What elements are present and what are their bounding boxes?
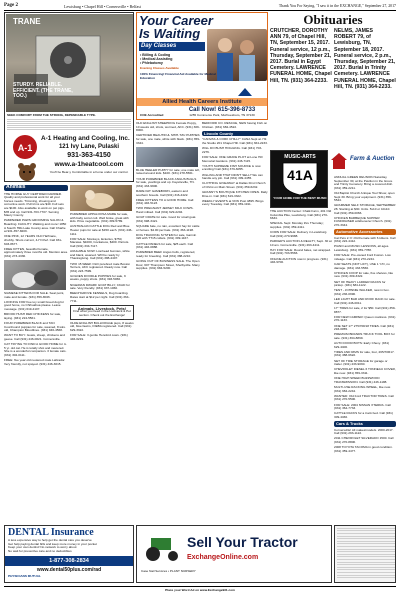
dental-bullet: A less expensive way to help get the dental care you deserve xyxy=(8,538,92,542)
tractor-bottom-left: Case Nail Services • PLANT NURSERY xyxy=(141,569,196,573)
list-item: PARKER'S AUCTION & REALTY, Sept. 30 at 10 am. Cornersville. (931) 293-4411. xyxy=(270,238,332,247)
list-item: CAT TRYING TO FIND A GOOD HOME for 4-5 yr. old cat. He is totally shot and neutered. She is a wonderful companion. 3 female cats. (931) 302-0111. xyxy=(4,342,67,357)
dental-ad xyxy=(4,525,134,583)
career-address: 1255 Commerce Park, Murfreesboro, TN 37130 xyxy=(189,113,255,117)
hvac-street: 121 Ivy Lane, Pulaski xyxy=(58,144,120,150)
bottom-right-fineprint xyxy=(337,528,395,580)
list-item: FOR NEW CAMPER: Queen mattress. (931) 270-1133. xyxy=(334,314,396,323)
list-item: OLD ENGLISH SHEEPDOG Female Puppy, 10 weeks old, shots, wormed, AKC. (931) 309-8000. xyxy=(136,122,200,133)
a1-logo-icon xyxy=(11,133,39,161)
list-item: Cornersville! All makes/models. 2000-2017. Call (931) 293-1122. xyxy=(334,427,394,436)
list-item: AUTO DOOR BOTS: Early Chevy. (931) 629-4400. xyxy=(334,341,390,349)
career-ad xyxy=(136,12,268,120)
course-item: • Billing & Coding xyxy=(140,53,171,57)
dental-bullet: Keep your own dentist! No network to worry about xyxy=(8,545,77,550)
list-item: CHICKEN COOP for sale, five shelves, like new. (931) 309-3322. xyxy=(334,270,394,279)
page-number: Page 2 xyxy=(4,3,19,8)
classifieds-col3 xyxy=(136,122,200,523)
tractor-icon xyxy=(141,532,185,562)
puppy-photo-icon xyxy=(70,185,132,211)
dental-company: PHYSICIANS MUTUAL xyxy=(8,574,41,578)
hvac-ad xyxy=(4,12,134,182)
school-name-bar xyxy=(137,98,267,106)
course-item: • Medical Assisting xyxy=(140,57,173,62)
list-item: Cat Pets 2-Yr-Old Female with 6 kittens. Call (931) 222-4412. xyxy=(334,235,396,244)
list-item: ANNUAL GREEN REUNION Saturday, September 30, at the Pavilion in the Grove and Trinity Cemetery. Bring a covered dish. (931) 359-2211. xyxy=(334,176,394,190)
list-item: 2008 TOYOTA TACOMA in good condition. (931) 359-4477. xyxy=(334,445,393,453)
list-item: PUREBRED APPALOOSA MARE for sale, with baby sorrel colt. Well broke, great with kids. Price negotiable. (931) 309-5789. xyxy=(70,212,129,224)
obituaries-heading: Obituaries xyxy=(303,12,363,27)
tractor-headline: Sell Your Tractor xyxy=(187,534,298,550)
house-icon xyxy=(330,152,348,170)
dental-phone: 1-877-308-2834 xyxy=(49,558,89,564)
cars-trucks-heading-text: Cars & Trucks xyxy=(336,421,363,427)
list-item: BEECHGROVE KENNELS, Dog boarding. Rates start at $12 per night. Call (931) 364-7711. xyxy=(70,291,130,303)
list-item: TIRES AND RIMS for sale, four, 265/70R17. (931) 388-6622. xyxy=(334,349,395,358)
financing-text: 100% Financing! Financial Aid Available for Medical Education xyxy=(140,72,216,80)
list-item: FOUR PUREBRED BLACK and TAN Coonhound puppies for sale, weaned, 8 wks. old, Champion Bloodlines. (931) 946-4568. xyxy=(4,321,66,333)
list-item: "CANVAS & CORK CHILLY" CANA Sept at. Hit the Studio 201 Chapel Hill. Call (931) 364-2233. xyxy=(202,137,268,145)
masthead-towns: Lewisburg • Chapel Hill • Cornersville • Belfast xyxy=(64,3,141,9)
hvac-phone: 931-363-4150 xyxy=(67,152,111,159)
list-item: ONLINE AUCTION now in progress. (931) 446-9700. xyxy=(270,256,328,265)
list-item: PREMIUM BRANDS TRUCK TOOL BOX for sale. (931) 364-8899. xyxy=(334,332,395,340)
students-photo-icon xyxy=(207,29,267,81)
list-item: FREE KITTEN, beautiful female, approximately three months old. Mention area. (931) 273-4336. xyxy=(4,246,68,258)
puppies-photo xyxy=(70,185,132,211)
hvac-company: A-1 Heating and Cooling, Inc. xyxy=(41,135,130,142)
cars-trucks-heading xyxy=(334,421,396,427)
automotive-heading xyxy=(334,229,396,235)
classifieds-left xyxy=(4,185,68,523)
list-item: AVAILABLE NOW: Lionhead bunnies, white and black, weaned. Will be ready by Thanksgiving. Call (931) 388-4407. xyxy=(70,249,130,261)
list-item: FREE KITTENS TO A GOOD HOME. Call (931) 446-5123. xyxy=(136,197,194,206)
maury-county-banner xyxy=(202,131,268,137)
list-item: SQUARE bale, no rain, excellent hay for cattle or horses. $4.00 per bale. (931) 363-1198. xyxy=(136,224,200,232)
classifieds-col4 xyxy=(202,122,268,523)
hvac-fineprint xyxy=(7,119,131,131)
ahci-logo xyxy=(225,83,265,97)
masthead-rule xyxy=(4,10,396,11)
footer-text: Place your Word Ad on www.Exchange931.com xyxy=(165,588,235,592)
list-item: AUSTRALIAN CATTLE DOG Red and Blue Heeler pups for sale at $150 each. (931) 446-1111. xyxy=(70,224,133,236)
list-item: CERTIFIED BEAUTIFUL SHIH-TZU PUPPIES for sale, one male, white with black. (931) 359-3344. xyxy=(136,133,200,145)
obit-1 xyxy=(270,28,332,84)
list-item: GOLDEN DOODLE PUPPIES for sale, 9 weeks, puppy shots. (931) 393-5066. xyxy=(70,273,126,282)
list-item: CAR SEATS (NOT LIFT), USE 1 Y/O, no damage. (931) 433-5566. xyxy=(334,262,390,270)
list-item: WILLING AND THAT DIDN'T SELL? We can handle any job. Call (931) 309-4455. xyxy=(202,172,263,181)
list-item: GOAT CRATE for sale. Good for small goat. (931) 698-3421. xyxy=(136,215,197,223)
school-name: Allied Health Careers Institute xyxy=(162,99,242,105)
list-item: SET OF HEAVY LADDER RACKS for pickup. (931) 684-1122. xyxy=(334,279,386,288)
blue-heeler-photo xyxy=(136,147,198,167)
list-item: 2011 CHEVROLET SILVERADO 1500. Call (931) 270-8800. xyxy=(334,436,394,445)
list-item: Old Baptist Church Antique Tool Show, open Sept 30. Bring your equipment. (931) 359-5544. xyxy=(334,190,395,203)
list-item: SET OF TIRE STORAGE for garage or trailer. (931) 433-9090. xyxy=(334,358,388,367)
list-item: CORN FOR SALE: Delivery in Lewisburg. Call (931) 270-9988. xyxy=(270,230,328,238)
list-item: BEDFORD CO. RESCUE, NEW having Fish on Chicken. (931) 684-4522. xyxy=(202,122,268,129)
list-item: THE AUCTION Center: Chalk Farm, 401 Old Columbia Pike, Lewisburg. Call (931) 270-6634. xyxy=(270,210,332,221)
list-item: DOG TRACKING SYSTEM for sale, Garmin 320 with TT15 collars. (931) 309-1167. xyxy=(136,232,197,241)
tractor-ad xyxy=(136,525,332,583)
hvac-subline: SEEK COMFORT FROM THE STRONG, DEPENDABLE TYPE. xyxy=(7,113,96,117)
automotive-heading-text: Automotive Accessories xyxy=(336,229,383,235)
hvac-logo xyxy=(11,133,39,161)
list-item: WANT TO BUY: Goats, sheep, chickens and geese. Call (931) 446-0021. Cornersville. xyxy=(4,333,65,341)
list-item: BLUE HEELER PUPPY for sale; one male left, raised around kids. $100. (931) 278-5561. xyxy=(136,167,200,176)
career-headline-2: Is Waiting xyxy=(139,26,201,41)
classifieds-col6 xyxy=(334,176,396,523)
list-item: CATTLE PANELS for sale, $25 each. Call (931) 446-0888. xyxy=(136,241,193,250)
list-item: HAY FOR SALE: Round bales, net wrapped. Call (931) 703-5566. xyxy=(270,247,331,256)
career-phone: Call Now! 615-396-8733 xyxy=(188,107,256,113)
career-headline-1: Your Career xyxy=(139,13,213,28)
list-item: GOING OUT OF BUSINESS SALE. The Open Door, 607 Thompson Street, Shelbyville. Many supplies. (931) 684-5200. xyxy=(136,259,200,271)
list-item: PAMPERED PAWS GROOMING SALON & Boarding. FACILITY. Walking and more! 1850 A Sourth Hills Lake County area. Call Charlie at 931-357-8209. xyxy=(4,218,67,234)
dental-headline: DENTAL Insurance xyxy=(8,527,94,538)
list-item: FREE: five year old neutered male Labrador. Very friendly, not spayed. (931) 446-3015. xyxy=(4,358,66,366)
list-item: LOOKING FOR free toy small breed dog for good home, no Chihuahua please. Leave message. (931) 619-4107. xyxy=(4,299,65,312)
hvac-slogan: STURDY. RELIABLE. EFFICIENT. (THE TRANE, TOO.) xyxy=(13,82,73,100)
kittens-photo-icon xyxy=(4,260,66,290)
day-classes-label: Day Classes xyxy=(141,43,177,49)
animals-heading xyxy=(4,185,68,191)
list-item: SIAMESE KITTENS FOR SALE. Seal point, male and female. (931) 356-8046. xyxy=(4,291,65,299)
list-item: OLDE ENGLISH BULLDOGGE pups, 8 weeks old, blue fawns, IOEBA registered. Call (931) 629-3322. xyxy=(70,320,134,332)
list-item: SPECIAL Sept: Monday thru Thursday; supplies. (931) 359-4411. xyxy=(270,221,324,229)
evening-classes: Evening Classes Available xyxy=(140,66,179,70)
coe-accredited: COE Accredited xyxy=(140,113,164,117)
classifieds-col5 xyxy=(270,210,332,523)
animals-heading-text: Animals xyxy=(6,185,26,190)
list-item: WEEKLY EVENTS at VFW Post 4895. Bingo every Tuesday. Call (931) 359-1911. xyxy=(202,198,264,207)
list-item: GRANNY'S BOUTIQUE KITCHEN OPEN. Daily Dine-in. Call (931) 619-3322. xyxy=(202,190,268,198)
list-item: PIANO and MUSIC LESSONS, all ages. Lewisburg. (931) 359-7788. xyxy=(334,244,390,253)
bear-icon xyxy=(11,161,43,183)
list-item: MULTI-USE RACKING WHEEL, like new. (931) 684-2244. xyxy=(334,384,391,393)
svg-text:A-1: A-1 xyxy=(17,143,33,153)
list-item: CHICKEN BARBEQUE SUPPER FUNDRAISER at Ebenezer Church. (931) 270-3344. xyxy=(334,215,392,227)
dental-bullet: Get help paying dental bills and keep more money in your pocket xyxy=(8,541,97,546)
dental-cta-bar xyxy=(5,556,133,566)
list-item: FOR SALE: 3 gentle Hereford cows. (931) 446-0219. xyxy=(70,332,128,341)
ahci-logo-icon xyxy=(238,88,252,96)
list-item: ONE PINK, 12 YEARS OLD Halfmare, chubby. Shots current, 4-H Chef. Call 931-603-8677. xyxy=(4,234,63,246)
list-item: PUREBRED BEEF Angus bulls, registered, ready for breeding. Call (931) 388-2210. xyxy=(136,250,196,258)
obit-text: CRUTCHER, DOROTHY ANN 79, of Chapel Hill, TN, September 15, 2017. Funeral service, 12 p.m., Thursday, September 21, 2017. Burial in Egypt Cemetery. LAWRENCE FUNERAL HOME, Chapel Hill, TN. (931) 364-2233. xyxy=(270,28,332,84)
list-item: FOR SALE: Monkeys, Eclectus, $750, Macaws. $1000, Cockatoos, $400. Parrots. Call (931) 334-7117. xyxy=(70,236,130,248)
list-item: FOR SALE: 2004 NISSAN XTERRA. Call (931) 364-7733. xyxy=(334,402,391,411)
livestock-promo-text: Find what you need in the Livestock & Pet section. Check out the Exchange! xyxy=(73,309,131,317)
masthead-tagline: Thank You For Saying, "I saw it in the EXCHANGE," September 27, 2017 xyxy=(278,3,396,8)
bottom-right-box xyxy=(334,525,396,583)
list-item: NIGERIAN DWARF GOAT BILLY, CKAD for sale. Very friendly. (931) 937-1060. xyxy=(70,282,130,291)
list-item: GRAMMER SELF STORAGE, SEPTEMBER 28. Starting at $30. Units. 5x10 or 10x10. Call (931) 359-0066. xyxy=(334,203,396,215)
trane-brand: TRANE xyxy=(13,17,41,26)
list-item: BROOD HUSH RED CHICKENS for sale, laying. (931) 224-5561. xyxy=(4,312,62,320)
footer-rule xyxy=(4,586,396,587)
list-item: TENT - JOHNNIE WALKER, new in box. (931) 236-0990. xyxy=(334,288,390,296)
list-item: YOUR PUREBRED BLACK ANGUS BULLS for sale, yearlings and up. Fayetteville, TN. (931) 433-9900. xyxy=(136,176,197,188)
kittens-photo xyxy=(4,260,66,290)
dental-bullet: No wait for preventive care and no deductibles xyxy=(8,548,72,553)
list-item: TWO 15 WEEK OLD purebred male Boston Terriers, AKC registered. Ready now. Call (931) 223-7599. xyxy=(70,261,131,273)
tractor-web: ExchangeOnline.com xyxy=(187,554,259,561)
list-item: 17" TIRES for sale, 2 for $50. Call (931) 359-8877. xyxy=(334,305,396,314)
classifieds-col2 xyxy=(70,185,134,523)
livestock-promo-title: Animals, Livestock, Pets! xyxy=(77,305,127,311)
hvac-bear-caption: You'll be Bear-y Comfortable in a home under our control. xyxy=(49,170,129,174)
lincoln-county-banner-text: Lincoln County xyxy=(204,130,234,136)
list-item: WANTED: Old Ford TRACTOR TIRES. Call (931) 270-5500. xyxy=(334,393,394,402)
farm-auction-title: Farm & Auction xyxy=(350,156,395,162)
students-photo xyxy=(207,29,267,81)
day-classes-banner xyxy=(139,42,205,51)
list-item: WILL DO BUSH HOGGING. Call (931) 703-2276. xyxy=(202,146,263,154)
dental-bullets xyxy=(8,539,132,553)
career-course-list xyxy=(140,53,204,65)
list-item: ONE SET 17" 275/70R18 TIRES. Call (931) 293-0055. xyxy=(334,323,394,332)
list-item: FOR SALE: ONE GRAVE PLOT at Lone Hill Memorial Gardens. (931) 446-7115. xyxy=(202,154,263,163)
radio-line1: MUSIC-ARTS xyxy=(284,154,316,160)
list-item: RARE FAT GAMEBORN, eastern and southern breeds. Call (931) 316-4422. xyxy=(136,188,189,197)
list-item: TWO PREGNANT JERSEY MILK COWS. Hand milked. Call (931) 629-2204. xyxy=(136,206,194,215)
course-item: • Phlebotomy xyxy=(140,61,163,66)
farm-auction-ad xyxy=(330,150,396,174)
obit-2 xyxy=(334,28,396,90)
obit-text: NELMS, JAMES ROBERT 79, of Lewisburg, TN, September 18, 2017. Funeral service, 2 p.m., Thursday, September 21, 2017. Burial in Trinity Cemetery. LAWRENCE FUNERAL HOME, Chapel Hill, TN. (931) 364-2233. xyxy=(334,28,396,90)
list-item: CATTLE RACKS for a truck bed. Call (931) 309-4466. xyxy=(334,411,393,419)
list-item: YOUTH SUPREME FISH SOURCE is now enrolling! Call (931) 379-6055. xyxy=(202,163,261,172)
list-item: CHEVROLET DIESEL 6 TONNEAU COVER, like new. (931) 359-3311. xyxy=(334,367,396,375)
livestock-promo xyxy=(70,305,134,320)
list-item: FOR SALE: Pre-owned Ford Fusion. Low mileage. Call (931) 270-2244. xyxy=(334,253,391,261)
obituaries xyxy=(270,12,396,148)
hvac-web: www.a-1heatcool.com xyxy=(54,161,124,168)
dental-web: www.dental50plus.com/rad xyxy=(36,567,102,573)
radio-tagline: YOUR HOME FOR THE BEST MUSIC xyxy=(273,196,327,200)
radio-ad xyxy=(270,150,328,208)
list-item: ONE HIGH SPEED BUZZWOOD TRANSMISSION. Call (931) 446-1188. xyxy=(334,376,388,384)
radio-station: 41A xyxy=(287,167,313,183)
list-item: LED LIGHT BAR AND ROOF RACK for sale. Call (931) 446-0011. xyxy=(334,297,396,305)
list-item: CLOTHING GIVEAWAY at Dallas First Church of Christ on Main Street. (931) 359-6232. xyxy=(202,181,266,189)
list-item: THE HORSE GUY CERTIFIED FARRIER. Quality and professional work for all your horses needs. Trimming, shoeing and corrective work. Pull trims are $40. Full sets are $100. Also available to work on pet pigs. $35 and up. Call 931-703-7707. Serving Maury County. xyxy=(4,191,65,218)
